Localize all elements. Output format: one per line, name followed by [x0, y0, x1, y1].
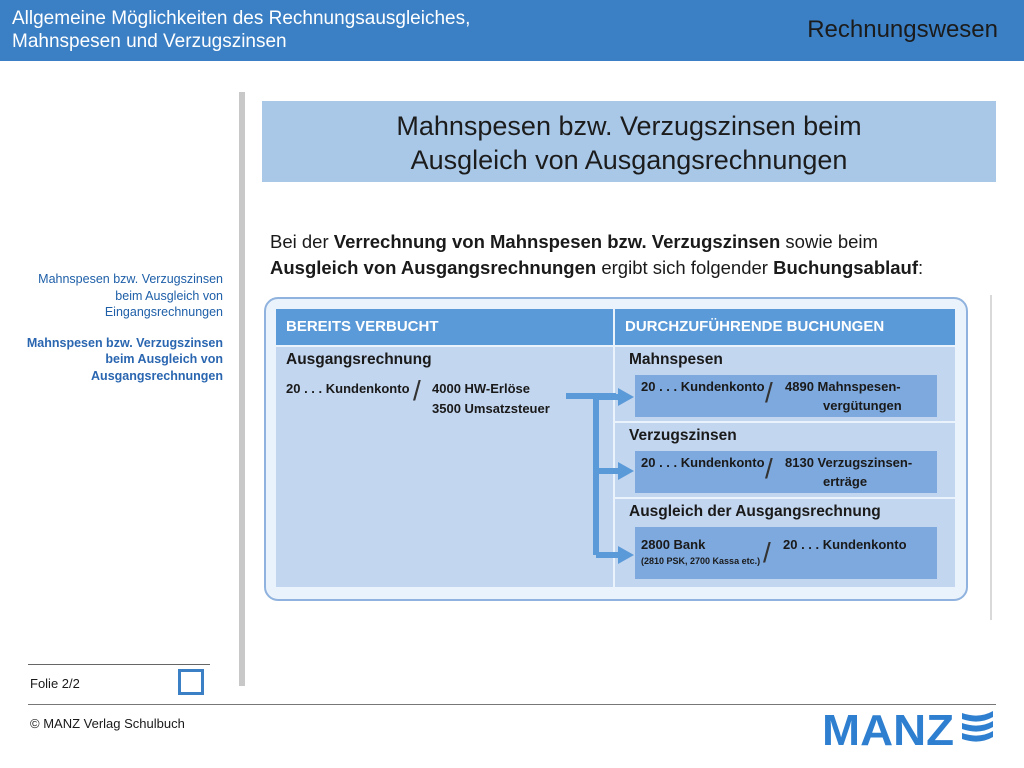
ausgleich-title: Ausgleich der Ausgangsrechnung	[629, 503, 881, 520]
ausgangsrechnung-credit-1: 4000 HW-Erlöse	[432, 381, 531, 396]
mahnspesen-credit-2: vergütungen	[823, 398, 902, 413]
to-book-panel	[615, 347, 955, 587]
ausgleich-credit-1: 20 . . . Kundenkonto	[783, 537, 907, 552]
mahnspesen-debit: 20 . . . Kundenkonto	[641, 379, 765, 394]
header-topic-line1: Allgemeine Möglichkeiten des Rechnungsausgleiches,	[12, 8, 471, 29]
verzugszinsen-credit-1: 8130 Verzugszinsen-	[785, 455, 913, 470]
booking-slash: /	[763, 537, 771, 568]
ausgangsrechnung-credit-2: 3500 Umsatzsteuer	[432, 401, 550, 416]
ausgleich-debit: 2800 Bank	[641, 537, 706, 552]
intro-part-7: :	[918, 257, 924, 278]
slide-counter: Folie 2/2	[30, 676, 80, 691]
booking-slash: /	[765, 377, 773, 408]
sidebar-link-ausgangsrechnungen[interactable]: Mahnspesen bzw. Verzugszinsen beim Ausgleich von Ausgangsrechnungen	[26, 335, 223, 383]
figure-header-left: BEREITS VERBUCHT	[276, 309, 613, 345]
manz-logo-text: MANZ	[822, 706, 954, 749]
header-subject: Rechnungswesen	[807, 16, 998, 43]
mahnspesen-credit-1: 4890 Mahnspesen-	[785, 379, 901, 394]
mahnspesen-title: Mahnspesen	[629, 351, 723, 368]
intro-part-1: Bei der	[270, 231, 334, 252]
booking-slash: /	[765, 453, 773, 484]
sidebar-navigation	[20, 271, 223, 384]
mahnspesen-entry	[635, 375, 937, 417]
copyright-text: © MANZ Verlag Schulbuch	[30, 716, 185, 731]
section-verzugszinsen	[615, 423, 955, 497]
sidebar-link-eingangsrechnungen[interactable]: Mahnspesen bzw. Verzugszinsen beim Ausgleich von Eingangsrechnungen	[38, 272, 223, 319]
intro-text	[270, 229, 990, 281]
header-topic	[12, 7, 470, 53]
figure-header-right: DURCHZUFÜHRENDE BUCHUNGEN	[615, 309, 955, 345]
booking-slash: /	[413, 375, 421, 406]
verzugszinsen-debit: 20 . . . Kundenkonto	[641, 455, 765, 470]
slide-title-line2: Ausgleich von Ausgangsrechnungen	[410, 145, 848, 175]
folie-divider	[28, 664, 210, 665]
intro-part-2: Verrechnung von Mahnspesen bzw. Verzugszinsen	[333, 231, 781, 252]
figure-edge-line	[990, 295, 992, 620]
ausgangsrechnung-debit: 20 . . . Kundenkonto	[286, 381, 410, 396]
manz-logo	[822, 705, 997, 749]
ausgleich-debit-note: (2810 PSK, 2700 Kassa etc.)	[641, 556, 761, 566]
intro-part-5: ergibt sich folgender	[596, 257, 774, 278]
verzugszinsen-title: Verzugszinsen	[629, 427, 737, 444]
slide-title	[262, 101, 996, 182]
ausgleich-entry	[635, 527, 937, 579]
header-topic-line2: Mahnspesen und Verzugszinsen	[12, 31, 287, 52]
section-mahnspesen	[615, 347, 955, 421]
already-booked-panel	[276, 347, 613, 587]
verzugszinsen-entry	[635, 451, 937, 493]
section-ausgleich	[615, 499, 955, 587]
intro-part-4: Ausgleich von Ausgangsrechnungen	[270, 257, 597, 278]
sidebar-divider	[239, 92, 245, 686]
verzugszinsen-credit-2: erträge	[823, 474, 868, 489]
header-bar	[0, 0, 1024, 61]
slide-nav-square-icon[interactable]	[178, 669, 204, 695]
ausgangsrechnung-title: Ausgangsrechnung	[286, 351, 432, 368]
manz-logo-waves-icon	[962, 711, 993, 742]
intro-part-6: Buchungsablauf	[773, 257, 919, 278]
slide-title-line1: Mahnspesen bzw. Verzugszinsen beim	[396, 111, 862, 141]
booking-figure	[264, 297, 968, 601]
intro-part-3: sowie beim	[780, 231, 878, 252]
